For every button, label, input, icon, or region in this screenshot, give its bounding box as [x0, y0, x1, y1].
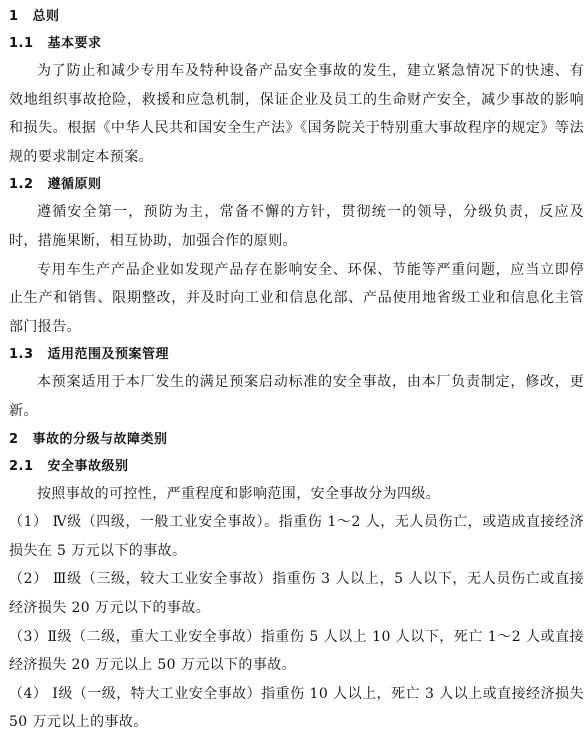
subsection-number: 1.1 — [9, 36, 34, 51]
paragraph: 本预案适用于本厂发生的满足预案启动标准的安全事故，由本厂负责制定，修改，更新。 — [9, 374, 584, 419]
subsection-title: 适用范围及预案管理 — [47, 347, 170, 363]
section-title: 事故的分级与故障类别 — [32, 431, 168, 447]
list-item: （2） Ⅲ级（三级，较大工业安全事故）指重伤 3 人以上，5 人以下，无人员伤亡或直接经济损失 20 万元以下的事故。 — [9, 571, 584, 616]
paragraph: 按照事故的可控性，严重程度和影响范围，安全事故分为四级。 — [37, 485, 441, 502]
list-item: （4） Ⅰ级（一级，特大工业安全事故）指重伤 10 人以上，死亡 3 人以上或直接经济损失 50 万元以上的事故。 — [9, 685, 584, 731]
subsection-heading-1-3 — [9, 341, 584, 368]
list-item: （3）Ⅱ级（二级，重大工业安全事故）指重伤 5 人以上 10 人以下，死亡 1～2 人或直接经济损失 20 万元以上 50 万元以下的事故。 — [9, 628, 584, 674]
subsection-title: 遵循原则 — [47, 177, 102, 193]
subsection-number: 2.1 — [9, 458, 34, 474]
subsection-heading-1-1 — [9, 30, 584, 57]
section-title: 总则 — [32, 9, 60, 24]
paragraph: 专用车生产产品企业如发现产品存在影响安全、环保、节能等严重问题，应当立即停止生产和销售、限期整改，并及时向工业和信息化部、产品使用地省级工业和信息化主管部门报告。 — [9, 261, 584, 335]
subsection-number: 1.2 — [9, 177, 34, 193]
section-heading-2 — [9, 426, 584, 453]
section-heading-1 — [9, 3, 584, 30]
list-item: （1） Ⅳ级（四级，一般工业安全事故）。指重伤 1～2 人，无人员伤亡，或造成直接经济损失在 5 万元以下的事故。 — [9, 514, 584, 559]
paragraph: 为了防止和减少专用车及特种设备产品安全事故的发生，建立紧急情况下的快速、有效地组织事故抢险，救援和应急机制，保证企业及员工的生命财产安全，减少事故的影响和损失。根据《中华人民共和国安全生产法》《国务院关于特别重大事故程序的规定》等法规的要求制定本预案。 — [9, 63, 584, 165]
subsection-title: 安全事故级别 — [47, 458, 129, 474]
subsection-number: 1.3 — [9, 347, 34, 363]
subsection-heading-2-1 — [9, 453, 584, 480]
subsection-title: 基本要求 — [47, 36, 102, 51]
subsection-heading-1-2 — [9, 171, 584, 198]
paragraph: 遵循安全第一，预防为主，常备不懈的方针，贯彻统一的领导，分级负责，反应及时，措施果断，相互协助，加强合作的原则。 — [9, 204, 584, 249]
section-number: 2 — [9, 431, 19, 447]
section-number: 1 — [9, 9, 19, 24]
